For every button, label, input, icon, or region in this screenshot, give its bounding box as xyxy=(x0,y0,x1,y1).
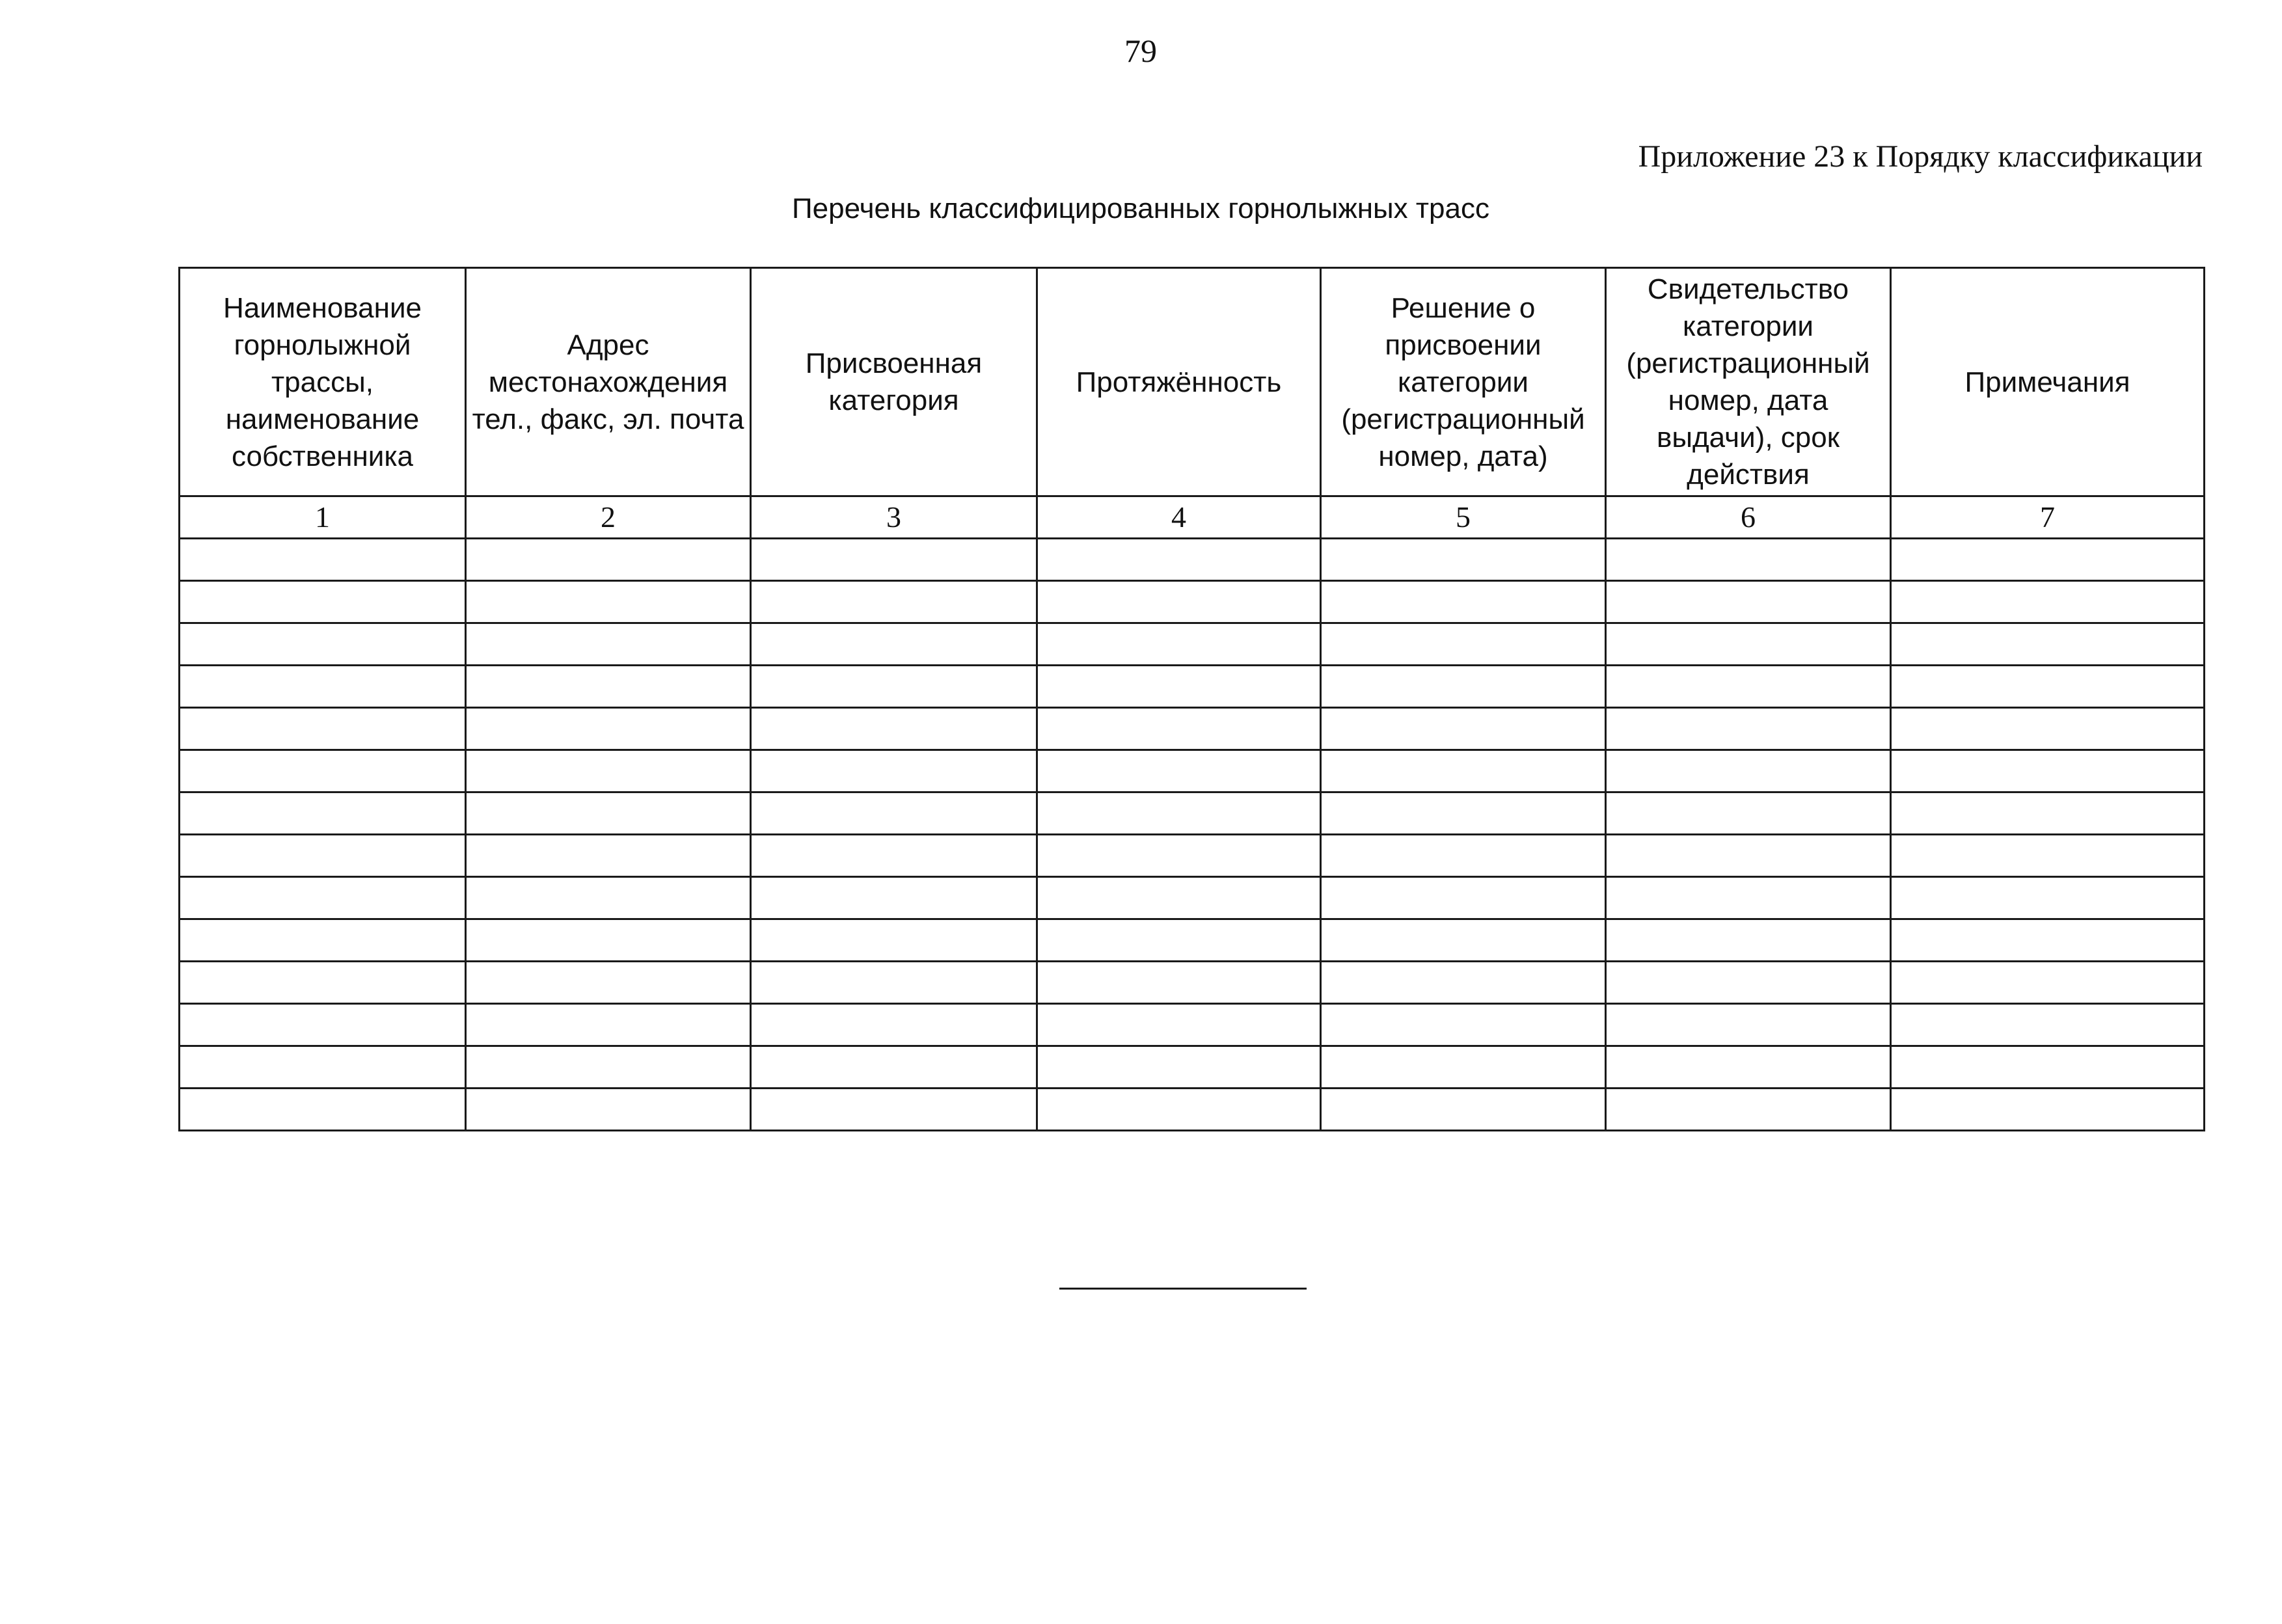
column-number: 5 xyxy=(1321,496,1606,539)
table-row xyxy=(180,1046,2205,1089)
table-cell xyxy=(1037,1089,1321,1131)
table-cell xyxy=(1606,708,1891,750)
table-row xyxy=(180,539,2205,581)
end-divider xyxy=(1059,1288,1307,1290)
table-cell xyxy=(1037,623,1321,666)
table-cell xyxy=(1891,1004,2205,1046)
table-cell xyxy=(466,877,751,919)
table-cell xyxy=(1606,792,1891,835)
table-cell xyxy=(1037,919,1321,962)
table-cell xyxy=(751,835,1037,877)
table-cell xyxy=(751,877,1037,919)
table-cell xyxy=(751,581,1037,623)
table-cell xyxy=(466,792,751,835)
table-cell xyxy=(1321,792,1606,835)
table-cell xyxy=(1606,877,1891,919)
table-cell xyxy=(751,962,1037,1004)
table-cell xyxy=(1037,750,1321,792)
table-cell xyxy=(180,792,466,835)
tracks-table xyxy=(178,267,2205,1131)
table-cell xyxy=(1606,750,1891,792)
table-row xyxy=(180,1004,2205,1046)
table-cell xyxy=(180,919,466,962)
table-cell xyxy=(466,835,751,877)
table-cell xyxy=(1321,666,1606,708)
table-cell xyxy=(1891,539,2205,581)
header-category: Присвоенная категория xyxy=(751,268,1037,496)
table-row xyxy=(180,877,2205,919)
table-cell xyxy=(180,750,466,792)
table-cell xyxy=(466,1046,751,1089)
table-cell xyxy=(1037,1046,1321,1089)
page-number: 79 xyxy=(1124,33,1157,69)
header-decision: Решение о присвоении категории (регистрационный номер, дата) xyxy=(1321,268,1606,496)
table-cell xyxy=(751,1089,1037,1131)
table-cell xyxy=(1891,750,2205,792)
table-cell xyxy=(1891,835,2205,877)
table-cell xyxy=(466,581,751,623)
table-cell xyxy=(1891,581,2205,623)
table-cell xyxy=(1321,962,1606,1004)
table-cell xyxy=(751,666,1037,708)
table-cell xyxy=(180,623,466,666)
column-number: 7 xyxy=(1891,496,2205,539)
table-cell xyxy=(180,877,466,919)
table-cell xyxy=(1891,792,2205,835)
table-row xyxy=(180,623,2205,666)
table-cell xyxy=(751,750,1037,792)
table-cell xyxy=(1037,877,1321,919)
table-cell xyxy=(751,623,1037,666)
table-cell xyxy=(180,835,466,877)
table-cell xyxy=(1037,581,1321,623)
header-length: Протяжённость xyxy=(1037,268,1321,496)
table-cell xyxy=(1037,708,1321,750)
table-cell xyxy=(1037,1004,1321,1046)
table-cell xyxy=(180,708,466,750)
table-row xyxy=(180,666,2205,708)
column-number: 3 xyxy=(751,496,1037,539)
table-cell xyxy=(1321,708,1606,750)
table-cell xyxy=(1321,1004,1606,1046)
table-cell xyxy=(466,1089,751,1131)
table-cell xyxy=(1606,1004,1891,1046)
table-cell xyxy=(180,1089,466,1131)
table-row xyxy=(180,581,2205,623)
table-cell xyxy=(1606,666,1891,708)
table-cell xyxy=(1321,623,1606,666)
column-number: 2 xyxy=(466,496,751,539)
table-cell xyxy=(1037,666,1321,708)
table-cell xyxy=(1891,708,2205,750)
table-cell xyxy=(1891,623,2205,666)
column-number: 1 xyxy=(180,496,466,539)
table-cell xyxy=(1321,919,1606,962)
table-cell xyxy=(466,750,751,792)
table-cell xyxy=(1606,1089,1891,1131)
table-cell xyxy=(1891,919,2205,962)
table-cell xyxy=(1606,919,1891,962)
table-cell xyxy=(751,919,1037,962)
table-cell xyxy=(1891,1089,2205,1131)
table-cell xyxy=(1606,581,1891,623)
table-cell xyxy=(1606,623,1891,666)
column-number: 4 xyxy=(1037,496,1321,539)
table-cell xyxy=(180,581,466,623)
column-number-row xyxy=(180,496,2205,539)
table-cell xyxy=(466,708,751,750)
table-cell xyxy=(751,1046,1037,1089)
table-cell xyxy=(1321,750,1606,792)
table-cell xyxy=(751,1004,1037,1046)
table-row xyxy=(180,1089,2205,1131)
table-cell xyxy=(466,623,751,666)
table-cell xyxy=(1321,835,1606,877)
table-cell xyxy=(1606,962,1891,1004)
table-cell xyxy=(180,1046,466,1089)
table-cell xyxy=(751,539,1037,581)
table-cell xyxy=(1891,1046,2205,1089)
header-address: Адрес местонахождения тел., факс, эл. почта xyxy=(466,268,751,496)
table-cell xyxy=(466,919,751,962)
table-row xyxy=(180,708,2205,750)
table-cell xyxy=(751,792,1037,835)
appendix-reference: Приложение 23 к Порядку классификации xyxy=(1638,139,2203,174)
table-cell xyxy=(1606,1046,1891,1089)
table-cell xyxy=(466,1004,751,1046)
table-cell xyxy=(1606,539,1891,581)
table-cell xyxy=(1321,877,1606,919)
table-cell xyxy=(1037,962,1321,1004)
table-cell xyxy=(1891,962,2205,1004)
table-cell xyxy=(466,666,751,708)
document-title: Перечень классифицированных горнолыжных трасс xyxy=(792,193,1489,224)
table-cell xyxy=(466,962,751,1004)
table-cell xyxy=(1321,1046,1606,1089)
table-row xyxy=(180,962,2205,1004)
table-cell xyxy=(466,539,751,581)
table-cell xyxy=(180,666,466,708)
table-cell xyxy=(1037,792,1321,835)
column-number: 6 xyxy=(1606,496,1891,539)
table-cell xyxy=(1606,835,1891,877)
table-cell xyxy=(1321,581,1606,623)
header-notes: Примечания xyxy=(1891,268,2205,496)
table-cell xyxy=(1037,835,1321,877)
table-cell xyxy=(751,708,1037,750)
table-cell xyxy=(1891,666,2205,708)
table-cell xyxy=(1891,877,2205,919)
table-cell xyxy=(1321,1089,1606,1131)
table-row xyxy=(180,792,2205,835)
table-cell xyxy=(180,539,466,581)
header-certificate: Свидетельство категории (регистрационный номер, дата выдачи), срок действия xyxy=(1606,268,1891,496)
table-cell xyxy=(180,1004,466,1046)
table-cell xyxy=(1037,539,1321,581)
table-header-row xyxy=(180,268,2205,496)
table-cell xyxy=(180,962,466,1004)
table-row xyxy=(180,835,2205,877)
header-owner-name: Наименование горнолыжной трассы, наименование собственника xyxy=(180,268,466,496)
table-cell xyxy=(1321,539,1606,581)
table-row xyxy=(180,919,2205,962)
table-row xyxy=(180,750,2205,792)
